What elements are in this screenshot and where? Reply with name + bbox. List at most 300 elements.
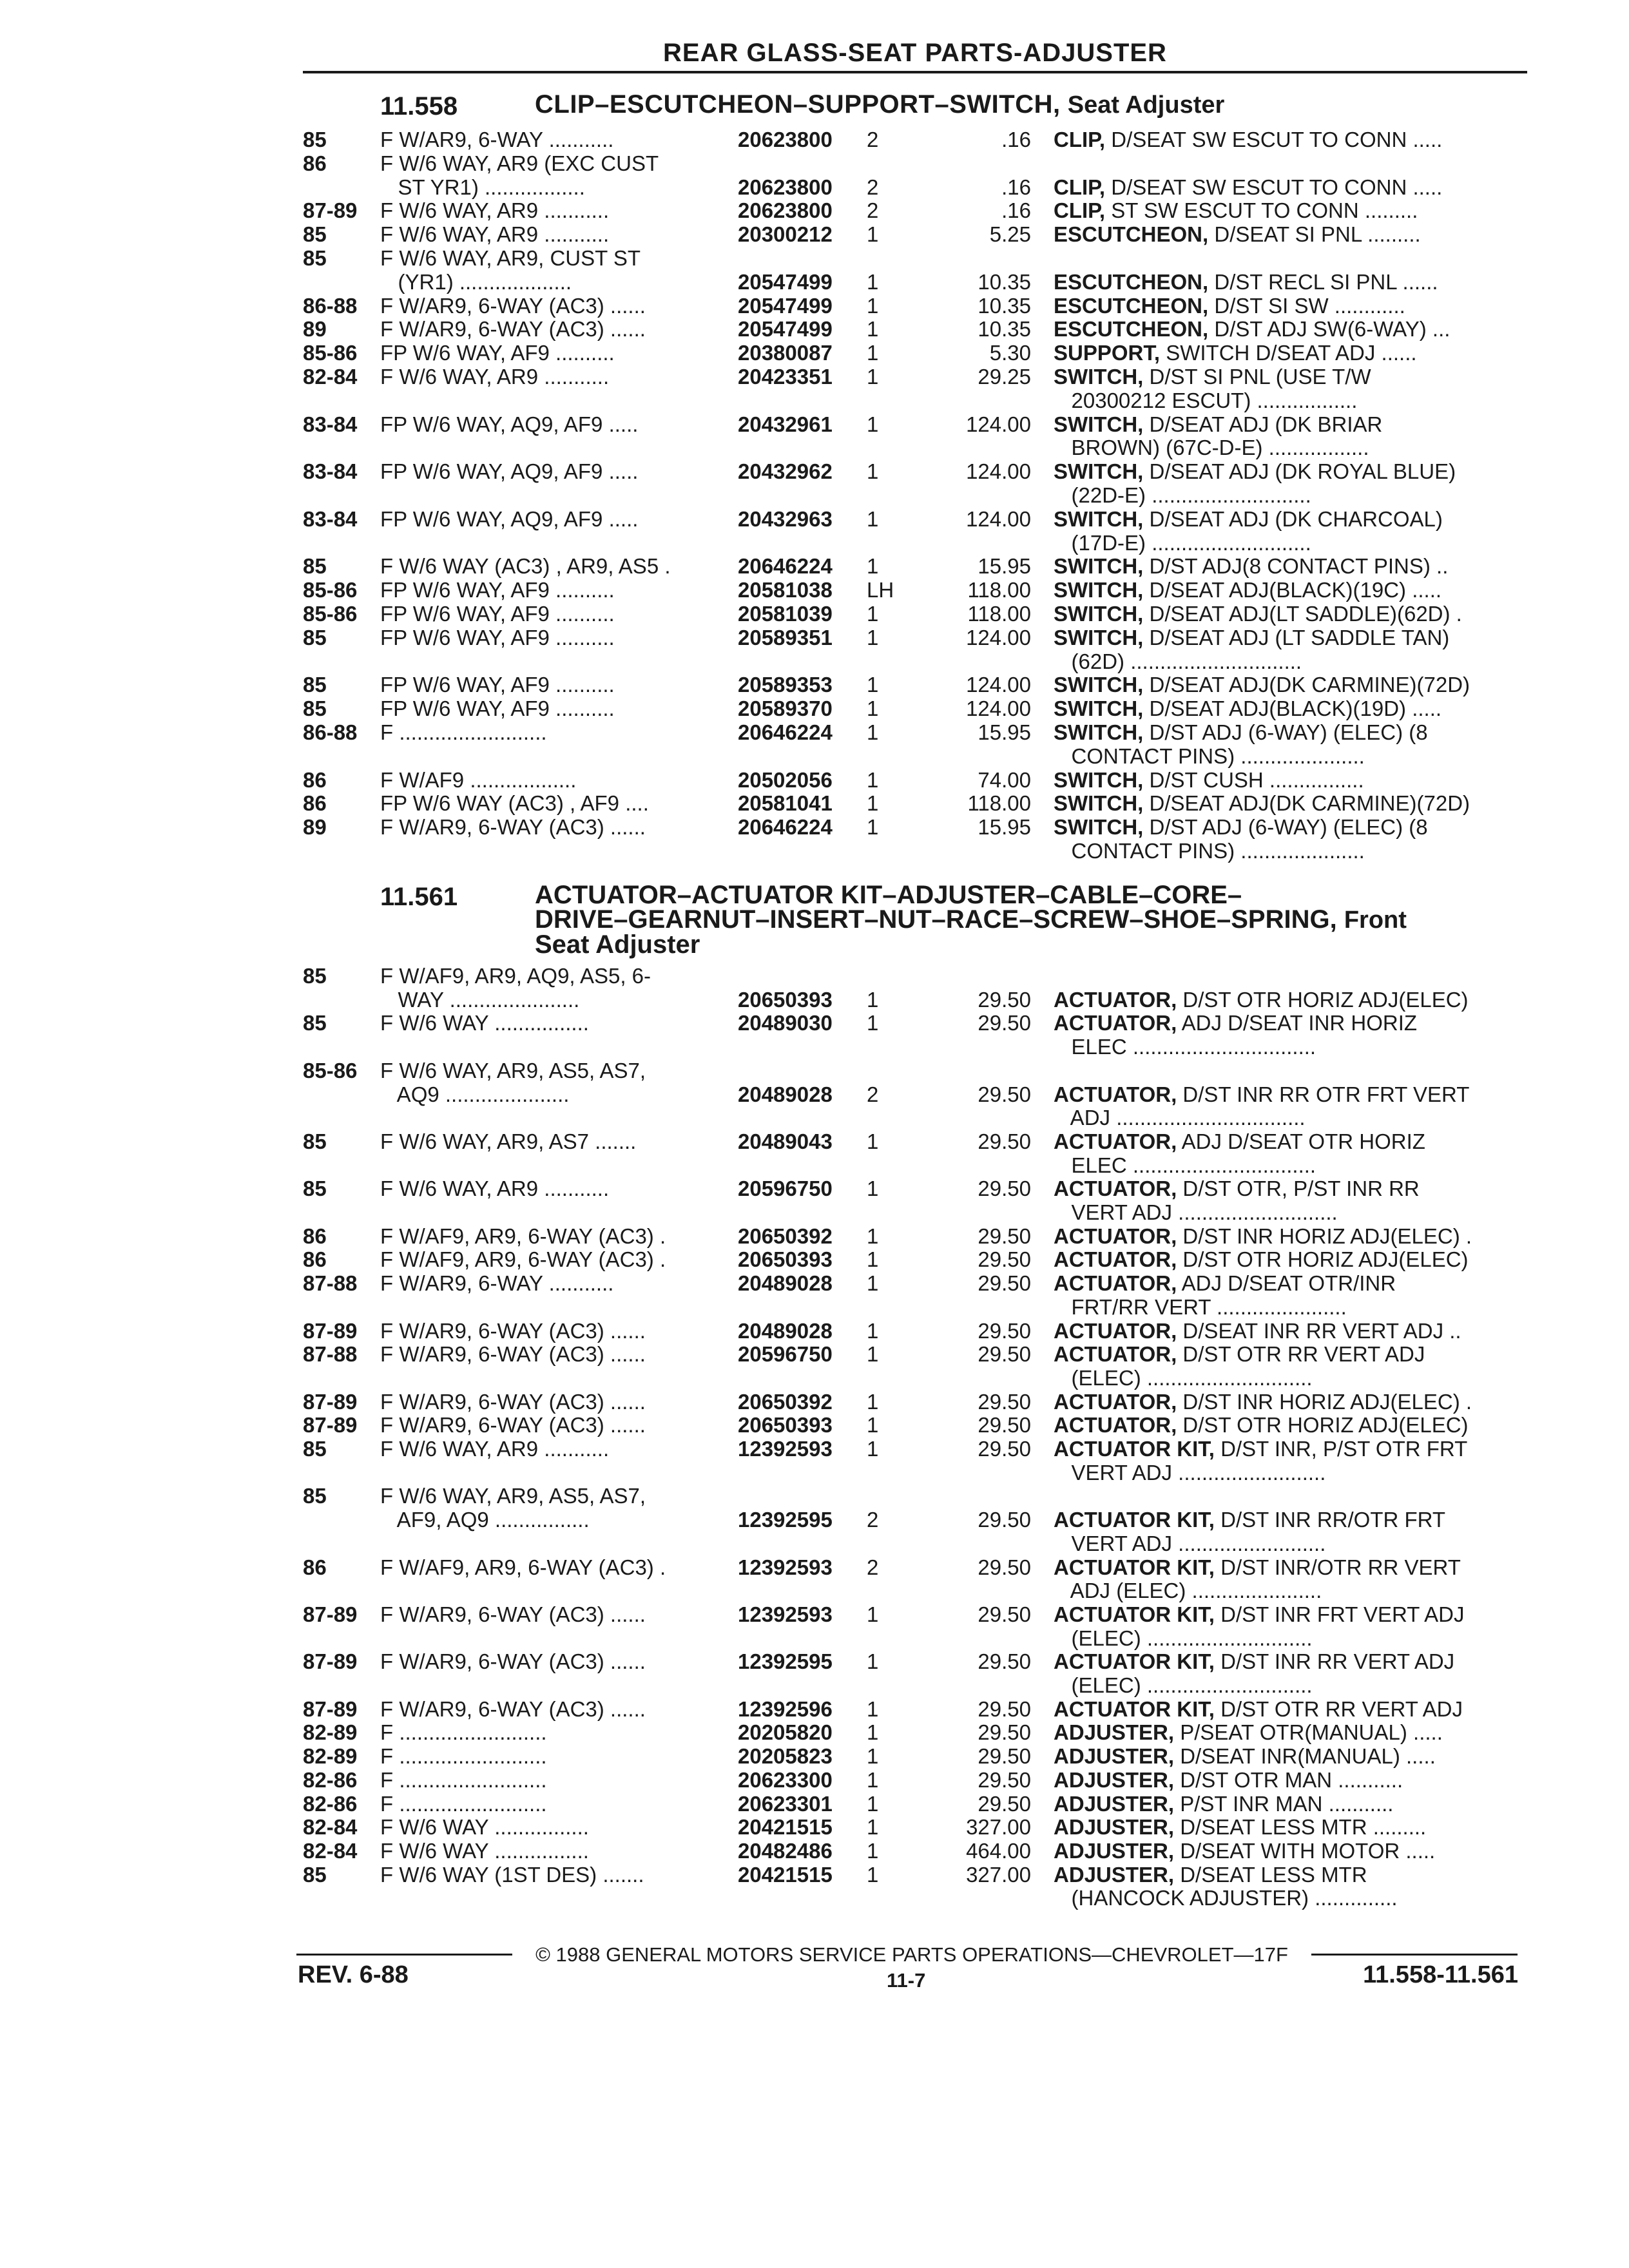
part-number: 20650392 xyxy=(738,1389,833,1414)
price: 124.00 xyxy=(966,459,1031,484)
quantity: 1 xyxy=(867,1649,879,1674)
section-title-line xyxy=(535,907,1534,932)
model-year: 86 xyxy=(303,767,327,792)
part-name-detail: D/SEAT INR(MANUAL) ..... xyxy=(1174,1744,1436,1769)
part-name-bold: ACTUATOR KIT, xyxy=(1054,1696,1215,1721)
part-name xyxy=(1054,791,1470,816)
part-name-detail: D/SEAT ADJ(DK CARMINE)(72D) xyxy=(1143,791,1470,816)
part-number: 20432962 xyxy=(738,459,833,484)
part-name-bold: SWITCH, xyxy=(1054,720,1144,744)
part-name-bold: SWITCH, xyxy=(1054,625,1144,649)
quantity: 1 xyxy=(867,1271,879,1296)
part-name-detail: ADJ D/SEAT INR HORIZ xyxy=(1177,1011,1418,1035)
part-name-detail: D/ST INR FRT VERT ADJ xyxy=(1214,1602,1465,1626)
part-name xyxy=(1054,128,1442,152)
part-name-bold: ESCUTCHEON, xyxy=(1054,317,1209,341)
part-name xyxy=(1054,602,1462,626)
price: 124.00 xyxy=(966,506,1031,531)
quantity: 1 xyxy=(867,673,879,697)
part-name xyxy=(1054,436,1369,460)
part-name-bold: ACTUATOR KIT, xyxy=(1054,1649,1215,1674)
part-number: 20623800 xyxy=(738,128,833,151)
part-name-detail: BROWN) (67C-D-E) ................. xyxy=(1054,436,1369,460)
model-year: 85 xyxy=(303,128,327,151)
model-year: 85 xyxy=(303,246,327,270)
quantity: 1 xyxy=(867,1389,879,1414)
part-name-detail: CONTACT PINS) ..................... xyxy=(1054,839,1365,863)
quantity: 1 xyxy=(867,1437,879,1461)
model-year: 85 xyxy=(303,1177,327,1201)
part-number: 12392593 xyxy=(738,1602,833,1626)
part-name-detail: D/ST SI PNL (USE T/W xyxy=(1143,365,1371,389)
model-year: 85 xyxy=(303,554,327,579)
usage-description: F W/AR9, 6-WAY (AC3) ...... xyxy=(380,1413,646,1437)
part-name xyxy=(1054,744,1365,769)
model-year: 87-88 xyxy=(303,1342,358,1367)
part-name xyxy=(1054,1461,1325,1485)
part-name-detail: D/SEAT WITH MOTOR ..... xyxy=(1174,1838,1436,1863)
model-year: 86 xyxy=(303,1224,327,1248)
model-year: 82-86 xyxy=(303,1767,358,1792)
part-name xyxy=(1054,768,1364,793)
part-number: 20623301 xyxy=(738,1791,833,1816)
part-name xyxy=(1054,720,1428,745)
usage-description: F W/6 WAY, AR9, AS5, AS7, xyxy=(380,1484,646,1508)
part-number: 20596750 xyxy=(738,1177,833,1201)
part-name xyxy=(1054,1673,1313,1698)
part-name-detail: ADJ D/SEAT OTR HORIZ xyxy=(1177,1129,1425,1153)
price: 29.50 xyxy=(978,1082,1031,1106)
part-name-detail: D/ST INR, P/ST OTR FRT xyxy=(1214,1437,1468,1461)
part-number: 20623300 xyxy=(738,1767,833,1792)
price: 327.00 xyxy=(966,1862,1031,1887)
part-name xyxy=(1054,1792,1393,1816)
part-name-detail: D/SEAT SI PNL ......... xyxy=(1208,222,1421,247)
part-name-detail: D/ST ADJ (6-WAY) (ELEC) (8 xyxy=(1143,815,1428,840)
price: 29.50 xyxy=(978,1649,1031,1674)
usage-description: F ......................... xyxy=(380,1767,547,1792)
part-name-bold: ACTUATOR, xyxy=(1054,1271,1177,1296)
usage-description: FP W/6 WAY, AQ9, AF9 ..... xyxy=(380,412,639,436)
part-name xyxy=(1054,1342,1425,1367)
model-year: 83-84 xyxy=(303,412,358,436)
part-name xyxy=(1054,1839,1435,1863)
model-year: 85-86 xyxy=(303,1058,358,1082)
usage-description: F W/6 WAY ................ xyxy=(380,1838,589,1863)
usage-description: F W/AR9, 6-WAY (AC3) ...... xyxy=(380,1342,646,1367)
usage-description: F W/AR9, 6-WAY ........... xyxy=(380,128,614,151)
usage-description: FP W/6 WAY, AF9 .......... xyxy=(380,341,615,365)
part-name-bold: ESCUTCHEON, xyxy=(1054,222,1209,247)
quantity: 2 xyxy=(867,1082,879,1106)
part-name-detail: (62D) ............................. xyxy=(1054,649,1302,673)
usage-description: F W/AR9, 6-WAY (AC3) ...... xyxy=(380,1649,646,1674)
part-name-bold: SWITCH, xyxy=(1054,554,1144,579)
part-number: 20432963 xyxy=(738,506,833,531)
part-number: 20547499 xyxy=(738,317,833,341)
part-name xyxy=(1054,1413,1469,1437)
price: 124.00 xyxy=(966,673,1031,697)
quantity: 1 xyxy=(867,222,879,247)
part-name xyxy=(1054,1437,1467,1461)
price: 29.50 xyxy=(978,1413,1031,1437)
price: 29.50 xyxy=(978,1508,1031,1532)
part-name xyxy=(1054,341,1417,365)
price: 29.50 xyxy=(978,1767,1031,1792)
quantity: 1 xyxy=(867,697,879,721)
part-name xyxy=(1054,1035,1316,1059)
price: 29.50 xyxy=(978,1791,1031,1816)
usage-description: F W/6 WAY, AR9 ........... xyxy=(380,198,610,223)
model-year: 82-84 xyxy=(303,365,358,389)
section-title xyxy=(535,883,1534,957)
price: 29.25 xyxy=(978,365,1031,389)
part-number: 12392593 xyxy=(738,1437,833,1461)
price: 29.50 xyxy=(978,1389,1031,1414)
model-year: 87-89 xyxy=(303,1318,358,1343)
model-year: 86 xyxy=(303,791,327,816)
section-title-line-text: DRIVE–GEARNUT–INSERT–NUT–RACE–SCREW–SHOE–SPRING, xyxy=(535,905,1337,934)
usage-description: FP W/6 WAY, AF9 .......... xyxy=(380,697,615,721)
part-name-detail: (HANCOCK ADJUSTER) .............. xyxy=(1054,1886,1398,1910)
part-name-detail: D/SEAT INR RR VERT ADJ .. xyxy=(1177,1318,1461,1343)
part-name-detail: D/ST OTR RR VERT ADJ xyxy=(1214,1696,1463,1721)
quantity: 1 xyxy=(867,791,879,816)
part-name-bold: ADJUSTER, xyxy=(1054,1720,1175,1745)
price: 29.50 xyxy=(978,987,1031,1012)
part-name xyxy=(1054,270,1438,294)
part-name-detail: 20300212 ESCUT) ................. xyxy=(1054,388,1358,412)
quantity: 1 xyxy=(867,815,879,840)
part-name-bold: ADJUSTER, xyxy=(1054,1862,1175,1887)
part-name-detail: ST SW ESCUT TO CONN ......... xyxy=(1105,198,1418,223)
part-name-detail: D/ST INR RR/OTR FRT xyxy=(1214,1508,1446,1532)
part-name-detail: D/ST ADJ (6-WAY) (ELEC) (8 xyxy=(1143,720,1428,744)
model-year: 87-88 xyxy=(303,1271,358,1296)
part-number: 20581038 xyxy=(738,578,833,602)
part-name xyxy=(1054,1153,1316,1178)
page-header-title: REAR GLASS-SEAT PARTS-ADJUSTER xyxy=(663,39,1167,67)
part-name-bold: SWITCH, xyxy=(1054,602,1144,626)
usage-description: F W/6 WAY, AR9, CUST ST xyxy=(380,246,641,270)
part-number: 12392593 xyxy=(738,1555,833,1579)
model-year: 82-86 xyxy=(303,1791,358,1816)
part-number: 20589370 xyxy=(738,697,833,721)
part-name-bold: CLIP, xyxy=(1054,198,1106,223)
part-number: 20489043 xyxy=(738,1129,833,1153)
section-number: 11.558 xyxy=(380,92,458,120)
price: 10.35 xyxy=(978,269,1031,294)
model-year: 85 xyxy=(303,1484,327,1508)
part-name xyxy=(1054,1271,1396,1296)
price: 327.00 xyxy=(966,1815,1031,1840)
part-name-detail: D/SEAT LESS MTR ......... xyxy=(1174,1815,1427,1840)
section-title-tail: Front xyxy=(1344,907,1407,934)
part-name-bold: ACTUATOR, xyxy=(1054,1129,1177,1153)
model-year: 87-89 xyxy=(303,1602,358,1626)
part-name-detail: FRT/RR VERT ...................... xyxy=(1054,1294,1347,1319)
part-name xyxy=(1054,459,1456,484)
part-name-bold: SWITCH, xyxy=(1054,459,1144,484)
price: 29.50 xyxy=(978,1696,1031,1721)
part-name xyxy=(1054,1295,1347,1320)
usage-description: F W/AF9, AR9, 6-WAY (AC3) . xyxy=(380,1247,666,1272)
quantity: 1 xyxy=(867,1602,879,1626)
footer-copyright: © 1988 GENERAL MOTORS SERVICE PARTS OPERATIONS—CHEVROLET—17F xyxy=(535,1943,1288,1966)
part-name-detail: P/ST INR MAN ........... xyxy=(1174,1791,1394,1816)
price: 15.95 xyxy=(978,815,1031,840)
section-title-line: ACTUATOR–ACTUATOR KIT–ADJUSTER–CABLE–CORE– xyxy=(535,881,1242,909)
part-number: 12392596 xyxy=(738,1696,833,1721)
part-name-detail: D/ST OTR HORIZ ADJ(ELEC) xyxy=(1177,1413,1469,1437)
part-name-detail: D/SEAT SW ESCUT TO CONN ..... xyxy=(1105,175,1443,199)
part-name-detail: (22D-E) ........................... xyxy=(1054,483,1311,507)
model-year: 89 xyxy=(303,317,327,341)
part-name xyxy=(1054,1697,1463,1722)
part-number: 20650393 xyxy=(738,987,833,1012)
part-name xyxy=(1054,507,1443,532)
usage-description: F W/6 WAY (1ST DES) ....... xyxy=(380,1862,644,1887)
quantity: 2 xyxy=(867,1555,879,1579)
part-name-detail: (17D-E) ........................... xyxy=(1054,530,1311,555)
part-name-bold: ACTUATOR, xyxy=(1054,1318,1177,1343)
part-number: 20489028 xyxy=(738,1271,833,1296)
part-number: 20646224 xyxy=(738,554,833,579)
usage-description: F W/6 WAY, AR9 (EXC CUST xyxy=(380,151,659,175)
part-name xyxy=(1054,1366,1313,1390)
quantity: 1 xyxy=(867,1224,879,1248)
part-number: 20650393 xyxy=(738,1247,833,1272)
usage-description: F W/6 WAY, AR9, AS5, AS7, xyxy=(380,1058,646,1082)
model-year: 86 xyxy=(303,1247,327,1272)
part-name-bold: ADJUSTER, xyxy=(1054,1767,1175,1792)
part-number: 20380087 xyxy=(738,341,833,365)
part-number: 20650392 xyxy=(738,1224,833,1248)
part-number: 20547499 xyxy=(738,269,833,294)
part-name xyxy=(1054,1579,1322,1603)
part-name xyxy=(1054,317,1450,341)
part-name-detail: CONTACT PINS) ..................... xyxy=(1054,744,1365,768)
part-number: 20623800 xyxy=(738,175,833,199)
part-name xyxy=(1054,1815,1426,1840)
model-year: 86-88 xyxy=(303,720,358,744)
model-year: 82-89 xyxy=(303,1720,358,1745)
usage-description: F W/6 WAY ................ xyxy=(380,1011,589,1035)
price: 10.35 xyxy=(978,317,1031,341)
part-name xyxy=(1054,1626,1313,1651)
usage-description: F ......................... xyxy=(380,1720,547,1745)
part-name xyxy=(1054,1532,1325,1556)
footer-section-range: 11.558-11.561 xyxy=(1363,1961,1518,1988)
price: 10.35 xyxy=(978,293,1031,318)
part-name-detail: D/SEAT LESS MTR xyxy=(1174,1862,1367,1887)
model-year: 86 xyxy=(303,151,327,175)
quantity: 1 xyxy=(867,1815,879,1840)
usage-description: FP W/6 WAY (AC3) , AF9 .... xyxy=(380,791,649,816)
model-year: 83-84 xyxy=(303,506,358,531)
part-name-detail: D/ST OTR HORIZ ADJ(ELEC) xyxy=(1177,1247,1469,1272)
part-number: 20432961 xyxy=(738,412,833,436)
model-year: 86-88 xyxy=(303,293,358,318)
usage-description: F W/AF9 .................. xyxy=(380,767,577,792)
part-name xyxy=(1054,649,1302,674)
quantity: 1 xyxy=(867,1767,879,1792)
section-number: 11.561 xyxy=(380,883,458,911)
part-name-bold: SUPPORT, xyxy=(1054,341,1161,365)
part-number: 20589351 xyxy=(738,625,833,649)
quantity: 1 xyxy=(867,767,879,792)
usage-description: F W/AR9, 6-WAY (AC3) ...... xyxy=(380,1389,646,1414)
part-name-bold: ACTUATOR, xyxy=(1054,987,1177,1012)
part-name-bold: ACTUATOR, xyxy=(1054,1413,1177,1437)
part-name-detail: D/ST INR HORIZ ADJ(ELEC) . xyxy=(1177,1224,1472,1248)
model-year: 85 xyxy=(303,673,327,697)
usage-description: FP W/6 WAY, AF9 .......... xyxy=(380,625,615,649)
part-name-bold: ACTUATOR KIT, xyxy=(1054,1555,1215,1579)
usage-description: F W/6 WAY, AR9 ........... xyxy=(380,1437,610,1461)
part-number: 20623800 xyxy=(738,198,833,223)
usage-description: F W/AF9, AR9, AQ9, AS5, 6- xyxy=(380,964,651,988)
quantity: 2 xyxy=(867,1508,879,1532)
quantity: 1 xyxy=(867,1862,879,1887)
quantity: 1 xyxy=(867,269,879,294)
model-year: 82-84 xyxy=(303,1815,358,1840)
part-name-bold: ESCUTCHEON, xyxy=(1054,269,1209,294)
part-name-bold: ACTUATOR, xyxy=(1054,1247,1177,1272)
model-year: 85 xyxy=(303,1862,327,1887)
part-name xyxy=(1054,1744,1436,1769)
price: 29.50 xyxy=(978,1271,1031,1296)
quantity: 1 xyxy=(867,1791,879,1816)
model-year: 87-89 xyxy=(303,1649,358,1674)
part-name xyxy=(1054,1224,1472,1249)
part-name xyxy=(1054,626,1449,650)
quantity: 1 xyxy=(867,1413,879,1437)
model-year: 89 xyxy=(303,815,327,840)
part-name-detail: D/SEAT ADJ (LT SADDLE TAN) xyxy=(1143,625,1450,649)
usage-description: F W/AR9, 6-WAY ........... xyxy=(380,1271,614,1296)
usage-description: F W/AR9, 6-WAY (AC3) ...... xyxy=(380,1318,646,1343)
usage-description: FP W/6 WAY, AF9 .......... xyxy=(380,673,615,697)
part-number: 20547499 xyxy=(738,293,833,318)
usage-description: F ......................... xyxy=(380,720,547,744)
quantity: 1 xyxy=(867,1838,879,1863)
part-name xyxy=(1054,1319,1461,1343)
header-rule xyxy=(303,71,1527,73)
part-name xyxy=(1054,839,1365,863)
quantity: 1 xyxy=(867,987,879,1012)
usage-description: FP W/6 WAY, AQ9, AF9 ..... xyxy=(380,506,639,531)
price: 124.00 xyxy=(966,412,1031,436)
part-number: 12392595 xyxy=(738,1649,833,1674)
part-name xyxy=(1054,1886,1398,1910)
part-name xyxy=(1054,554,1448,579)
model-year: 85 xyxy=(303,964,327,988)
part-name-detail: ADJ (ELEC) ...................... xyxy=(1054,1579,1322,1603)
part-name xyxy=(1054,483,1311,508)
part-name xyxy=(1054,1106,1306,1130)
part-name xyxy=(1054,531,1311,555)
usage-description: (YR1) ................... xyxy=(380,269,572,294)
quantity: LH xyxy=(867,578,894,602)
part-name-bold: ACTUATOR KIT, xyxy=(1054,1437,1215,1461)
part-name xyxy=(1054,1768,1403,1792)
part-name-bold: SWITCH, xyxy=(1054,697,1144,721)
price: .16 xyxy=(1001,128,1031,151)
part-name-detail: D/ST RECL SI PNL ...... xyxy=(1208,269,1438,294)
part-number: 20423351 xyxy=(738,365,833,389)
quantity: 2 xyxy=(867,175,879,199)
part-name xyxy=(1054,1247,1469,1272)
usage-description: ST YR1) ................. xyxy=(380,175,585,199)
quantity: 2 xyxy=(867,198,879,223)
usage-description: F W/AR9, 6-WAY (AC3) ...... xyxy=(380,317,646,341)
part-name-detail: D/SEAT ADJ(DK CARMINE)(72D) xyxy=(1143,673,1470,697)
part-name-detail: P/SEAT OTR(MANUAL) ..... xyxy=(1174,1720,1443,1745)
quantity: 1 xyxy=(867,1696,879,1721)
part-name-bold: ACTUATOR, xyxy=(1054,1082,1177,1106)
quantity: 2 xyxy=(867,128,879,151)
model-year: 87-89 xyxy=(303,198,358,223)
part-name xyxy=(1054,1649,1454,1674)
quantity: 1 xyxy=(867,625,879,649)
part-name-detail: VERT ADJ ......................... xyxy=(1054,1531,1326,1555)
part-name-bold: ACTUATOR KIT, xyxy=(1054,1602,1215,1626)
price: 5.30 xyxy=(989,341,1031,365)
part-name-detail: D/ST INR HORIZ ADJ(ELEC) . xyxy=(1177,1389,1472,1414)
price: 29.50 xyxy=(978,1342,1031,1367)
part-name-bold: ACTUATOR, xyxy=(1054,1011,1177,1035)
part-name-detail: D/SEAT ADJ (DK BRIAR xyxy=(1143,412,1383,436)
model-year: 85 xyxy=(303,1437,327,1461)
part-name-detail: (ELEC) ............................ xyxy=(1054,1673,1313,1697)
part-name xyxy=(1054,697,1441,721)
price: 464.00 xyxy=(966,1838,1031,1863)
price: 29.50 xyxy=(978,1177,1031,1201)
price: 29.50 xyxy=(978,1011,1031,1035)
price: 124.00 xyxy=(966,625,1031,649)
part-name-detail: D/SEAT ADJ(LT SADDLE)(62D) . xyxy=(1143,602,1462,626)
part-number: 20502056 xyxy=(738,767,833,792)
usage-description: F W/AR9, 6-WAY (AC3) ...... xyxy=(380,1696,646,1721)
footer-rule xyxy=(296,1954,512,1956)
part-name-detail: D/ST CUSH ................ xyxy=(1143,767,1364,792)
part-name xyxy=(1054,988,1469,1012)
usage-description: F W/6 WAY, AR9, AS7 ....... xyxy=(380,1129,637,1153)
price: 15.95 xyxy=(978,554,1031,579)
part-number: 20489030 xyxy=(738,1011,833,1035)
part-name-detail: D/ST OTR MAN ........... xyxy=(1174,1767,1403,1792)
usage-description: WAY ...................... xyxy=(380,987,580,1012)
usage-description: F W/6 WAY ................ xyxy=(380,1815,589,1840)
model-year: 85 xyxy=(303,625,327,649)
part-name-bold: ESCUTCHEON, xyxy=(1054,293,1209,318)
part-number: 20489028 xyxy=(738,1318,833,1343)
model-year: 83-84 xyxy=(303,459,358,484)
section-title-main: CLIP–ESCUTCHEON–SUPPORT–SWITCH, xyxy=(535,90,1061,119)
usage-description: F W/AR9, 6-WAY (AC3) ...... xyxy=(380,1602,646,1626)
part-number: 20646224 xyxy=(738,815,833,840)
part-name-detail: D/ST OTR RR VERT ADJ xyxy=(1177,1342,1425,1367)
part-name-detail: VERT ADJ ........................... xyxy=(1054,1200,1338,1224)
part-name xyxy=(1054,412,1382,437)
part-name-bold: SWITCH, xyxy=(1054,578,1144,602)
part-name xyxy=(1054,294,1405,318)
price: 118.00 xyxy=(967,791,1031,816)
model-year: 87-89 xyxy=(303,1413,358,1437)
section-title-line: Seat Adjuster xyxy=(535,930,700,959)
part-name xyxy=(1054,198,1418,223)
